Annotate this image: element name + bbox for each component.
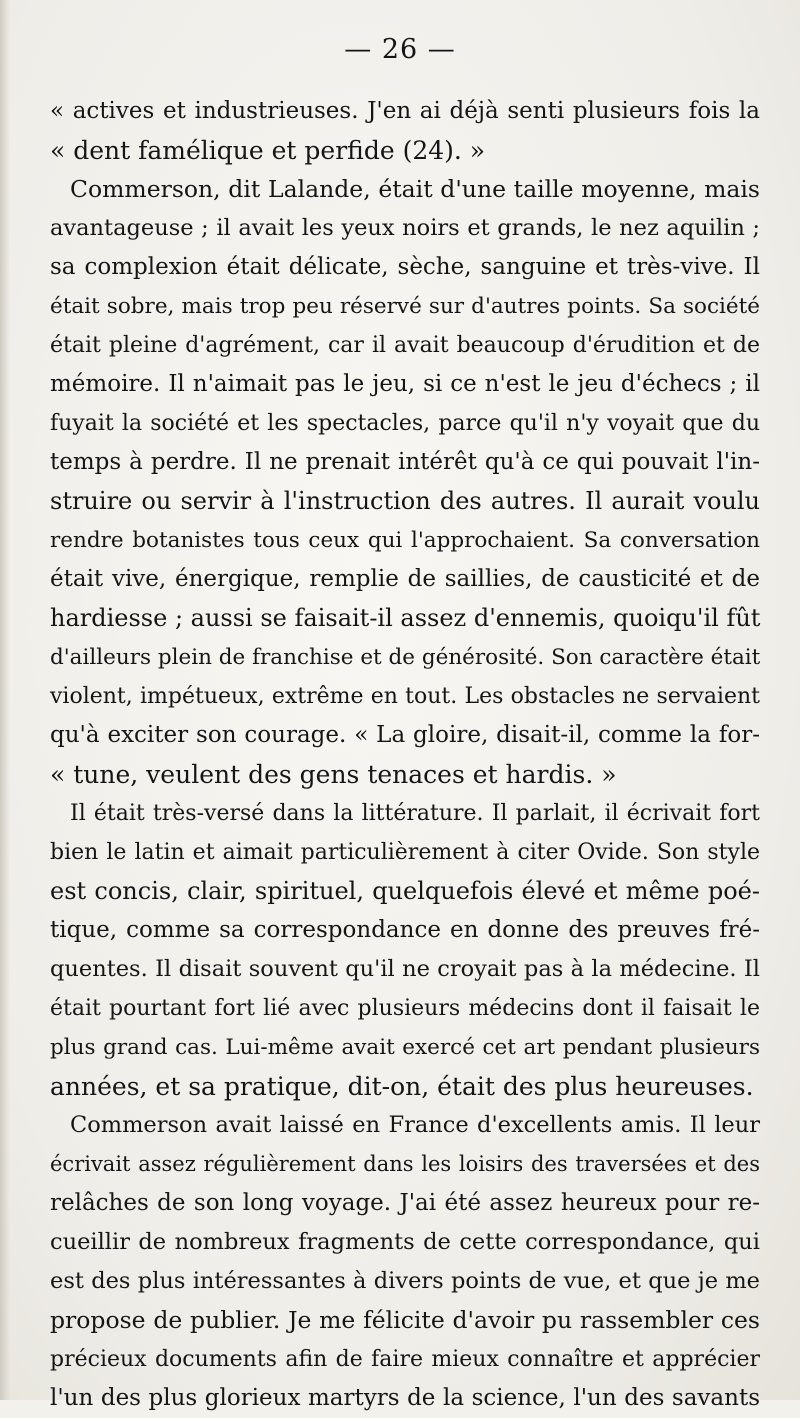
text-line: quentes. Il disait souvent qu'il ne croyait pas à la médecine. Il: [50, 956, 760, 982]
text-line: était vive, énergique, remplie de saillies, de causticité et de: [50, 566, 760, 592]
text-line: écrivait assez régulièrement dans les loisirs des traversées et des: [50, 1152, 760, 1176]
text-line: Commerson avait laissé en France d'excellents amis. Il leur: [70, 1112, 760, 1138]
body-text: [50, 92, 760, 1418]
text-line: Il était très-versé dans la littérature. Il parlait, il écrivait fort: [70, 801, 760, 826]
page-gutter-shadow: [0, 0, 10, 1400]
text-line: cueillir de nombreux fragments de cette correspondance, qui: [50, 1229, 760, 1255]
text-line: précieux documents afin de faire mieux connaître et apprécier: [50, 1347, 760, 1372]
text-line: est concis, clair, spirituel, quelquefois élevé et même poé-: [50, 877, 760, 905]
text-line: avantageuse ; il avait les yeux noirs et grands, le nez aquilin ;: [50, 215, 760, 241]
text-line: « dent famélique et perfide (24). »: [50, 136, 486, 165]
page-number: — 26 —: [344, 34, 456, 65]
text-line: plus grand cas. Lui-même avait exercé cet art pendant plusieurs: [50, 1035, 760, 1060]
text-line: temps à perdre. Il ne prenait intérêt qu'à ce qui pouvait l'in-: [50, 449, 760, 475]
text-line: propose de publier. Je me félicite d'avoir pu rassembler ces: [50, 1306, 760, 1334]
text-line: d'ailleurs plein de franchise et de générosité. Son caractère était: [50, 645, 761, 670]
text-line: était pleine d'agrément, car il avait beaucoup d'érudition et de: [50, 333, 760, 358]
text-line: « tune, veulent des gens tenaces et hardis. »: [50, 760, 617, 789]
text-line: bien le latin et aimait particulièrement à citer Ovide. Son style: [50, 840, 760, 865]
text-line: est des plus intéressantes à divers points de vue, et que je me: [50, 1268, 760, 1294]
text-line: fuyait la société et les spectacles, parce qu'il n'y voyait que du: [50, 411, 760, 436]
text-line: Commerson, dit Lalande, était d'une taille moyenne, mais: [70, 175, 760, 203]
text-line: « actives et industrieuses. J'en ai déjà senti plusieurs fois la: [50, 98, 760, 124]
text-line: mémoire. Il n'aimait pas le jeu, si ce n'est le jeu d'échecs ; il: [50, 371, 760, 397]
text-line: violent, impétueux, extrême en tout. Les obstacles ne servaient: [50, 684, 760, 709]
text-line: hardiesse ; aussi se faisait-il assez d'ennemis, quoiqu'il fût: [50, 604, 761, 632]
text-line: était sobre, mais trop peu réservé sur d'autres points. Sa société: [50, 294, 760, 319]
text-line: l'un des plus glorieux martyrs de la science, l'un des savants: [50, 1385, 760, 1411]
text-line: était pourtant fort lié avec plusieurs médecins dont il faisait le: [50, 996, 760, 1021]
text-line: rendre botanistes tous ceux qui l'approchaient. Sa conversation: [50, 528, 760, 553]
text-line: tique, comme sa correspondance en donne des preuves fré-: [50, 917, 760, 943]
text-line: sa complexion était délicate, sèche, sanguine et très-vive. Il: [50, 254, 760, 280]
text-line: années, et sa pratique, dit-on, était des plus heureuses.: [50, 1072, 754, 1101]
text-line: relâches de son long voyage. J'ai été assez heureux pour re-: [50, 1190, 760, 1216]
text-line: qu'à exciter son courage. « La gloire, disait-il, comme la for-: [50, 722, 760, 748]
text-line: struire ou servir à l'instruction des autres. Il aurait voulu: [50, 487, 760, 515]
